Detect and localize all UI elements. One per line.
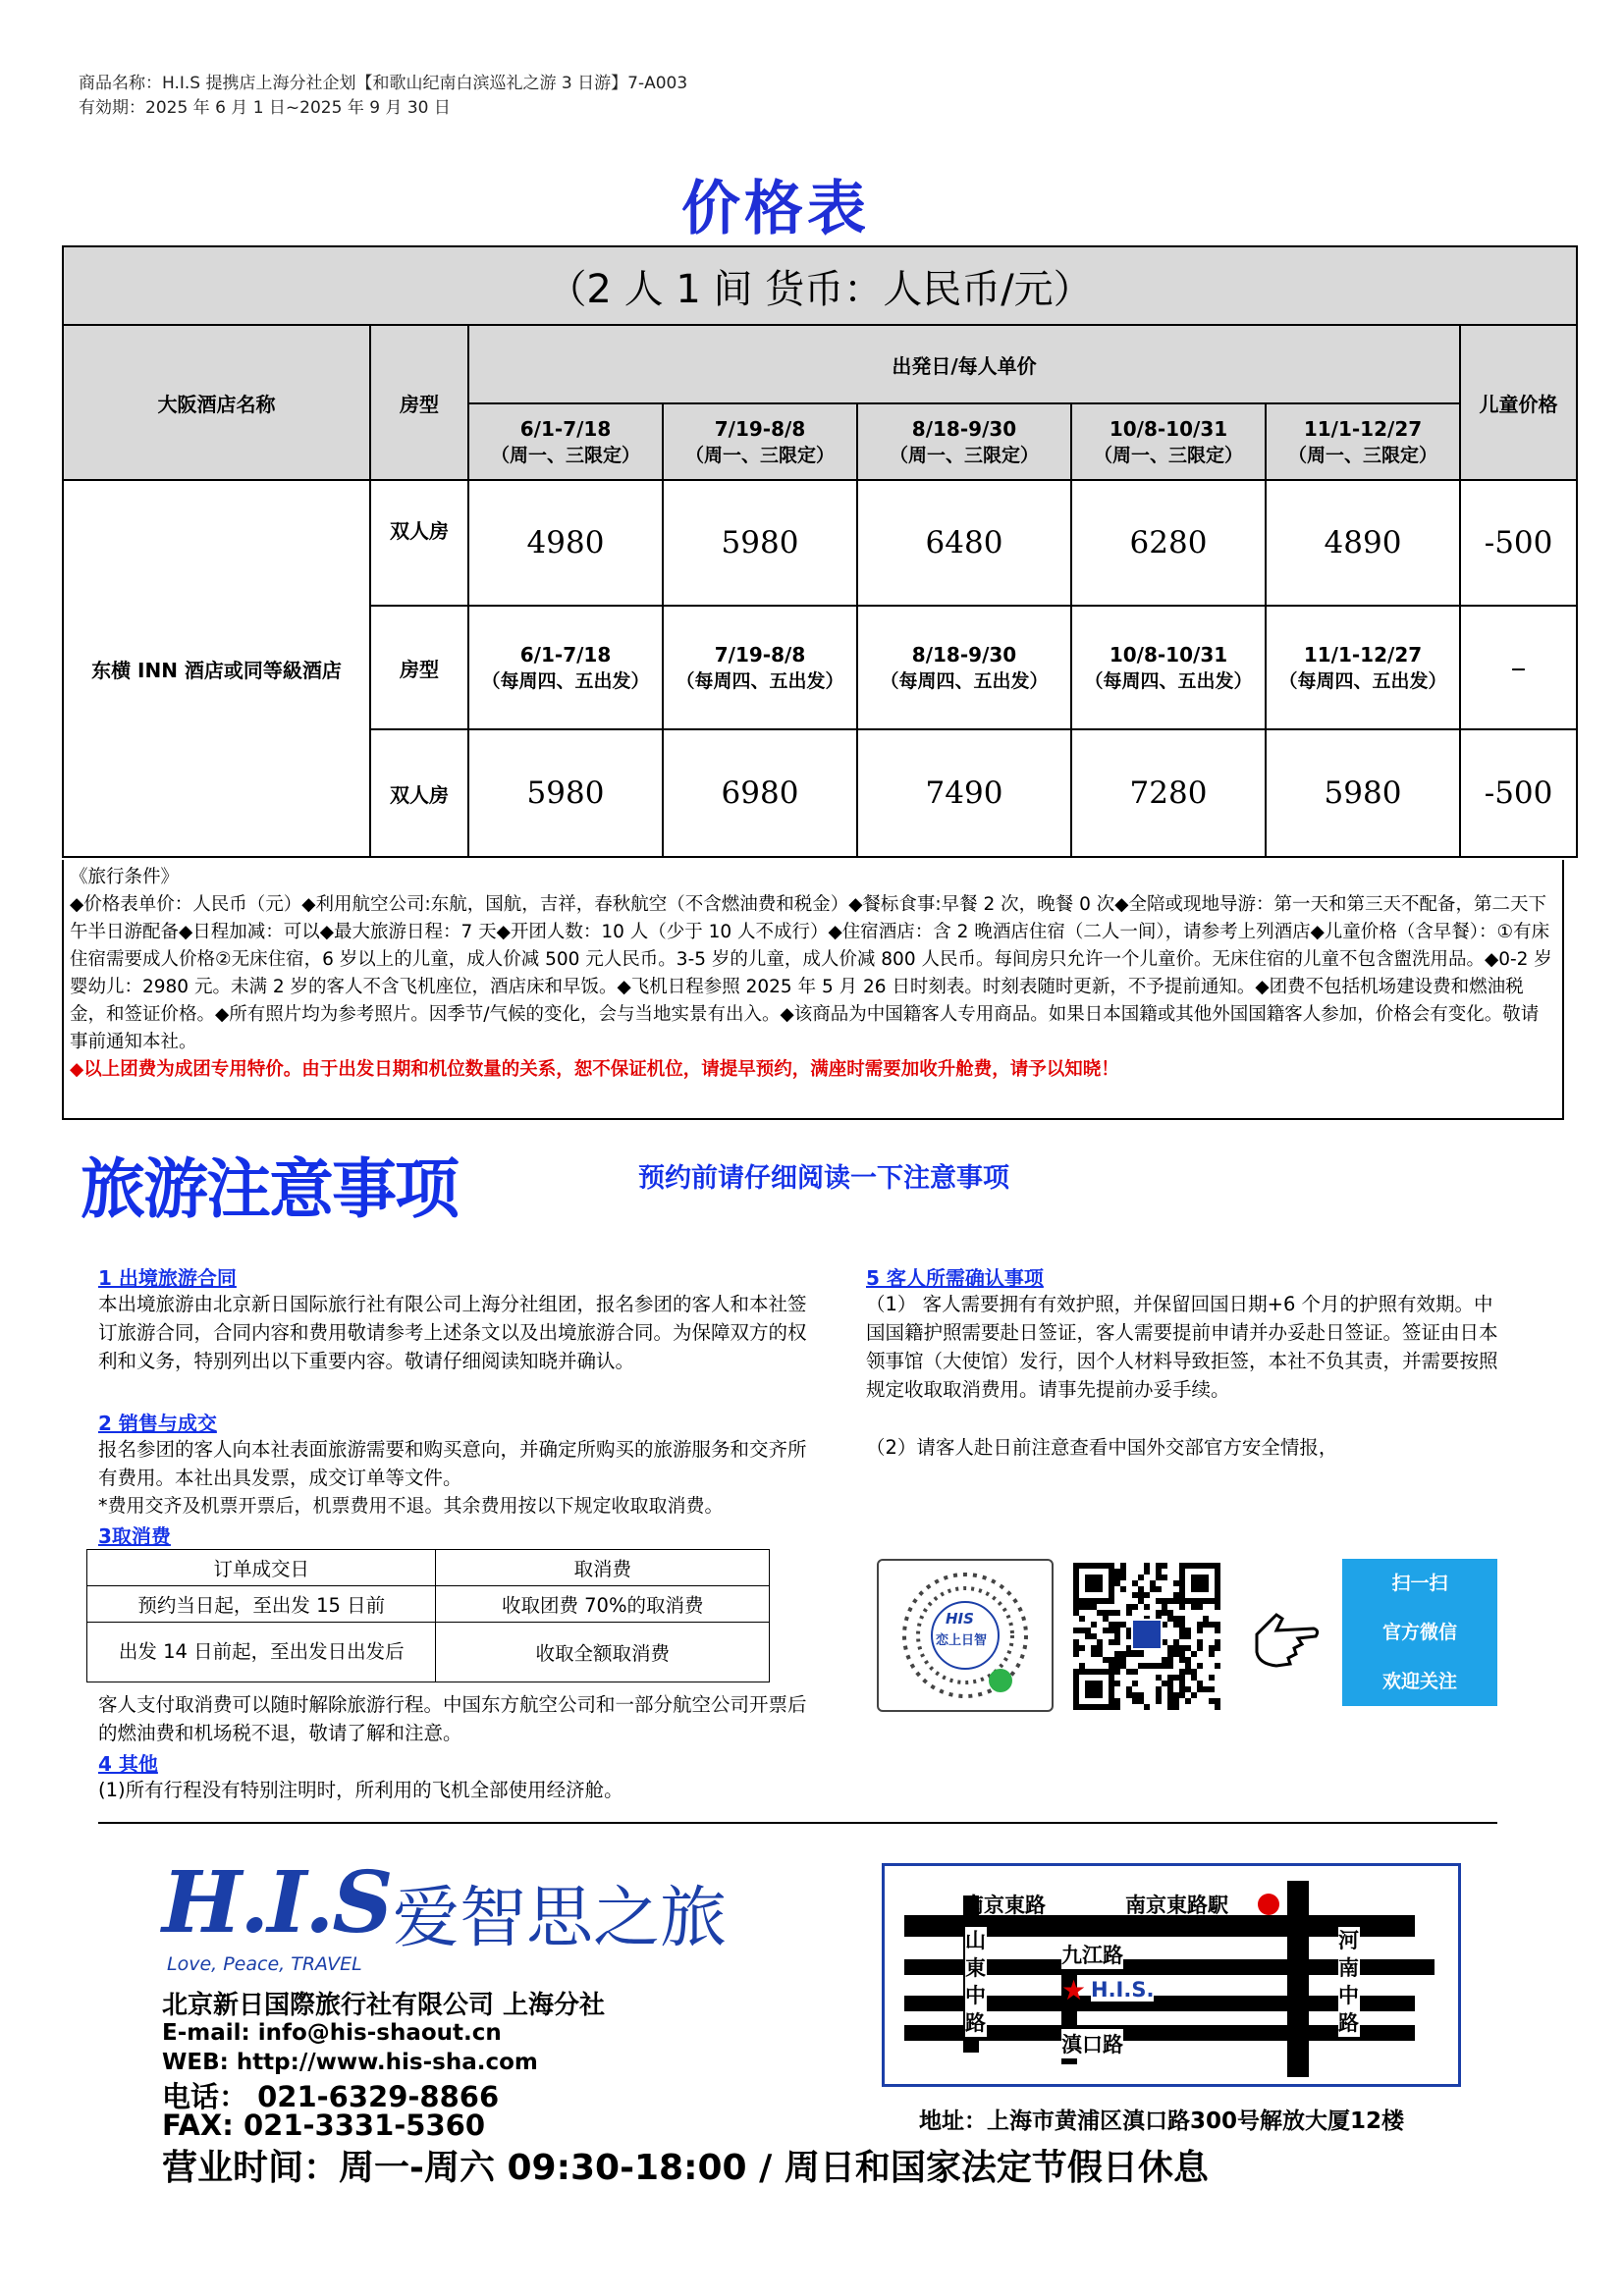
map-label: 南京東路駅: [1125, 1894, 1228, 1917]
wechat-qr-code[interactable]: [1065, 1559, 1228, 1711]
contact-email[interactable]: E-mail: info@his-shaout.cn: [162, 2020, 502, 2046]
period-cell: 6/1-7/18 （每周四、五出发）: [468, 606, 663, 729]
price-cell: 4980: [468, 480, 663, 606]
map-label-vertical: 河南中路: [1338, 1929, 1359, 2035]
price-table-banner: （2 人 1 间 货币：人民币/元）: [63, 246, 1577, 325]
cancel-period: 出发 14 日前起，至出发日出发后: [87, 1623, 436, 1682]
period-header: 7/19-8/8 （周一、三限定）: [663, 403, 857, 480]
map-label: 南京東路: [963, 1894, 1046, 1917]
contact-fax: FAX: 021-3331-5360: [162, 2109, 486, 2142]
qr-code-icon: [1065, 1559, 1228, 1711]
contact-web[interactable]: WEB: http://www.his-sha.com: [162, 2050, 538, 2075]
cancel-fee: 收取团费 70%的取消费: [436, 1586, 770, 1623]
cancel-col-header: 取消费: [436, 1550, 770, 1586]
location-map: [882, 1863, 1461, 2087]
map-label-vertical: 山東中路: [965, 1929, 986, 2035]
period-cell: 10/8-10/31 （每周四、五出发）: [1071, 606, 1266, 729]
conditions-body: ◆价格表单价：人民币（元）◆利用航空公司:东航，国航，吉祥，春秋航空（不含燃油费和税金）◆餐标食事:早餐 2 次，晚餐 0 次◆全陪或现地导游：第一天和第三天不配备，第二天下午半日游配备◆日程加减：可以◆最大旅游日程：7 天◆开团人数：10 人（少于 10 人不成行）◆住宿酒店：含 2 晚酒店住宿（二人一间），请参考上列酒店◆儿童价格（含早餐）：①有床住宿需要成人价格②无床住宿，6 岁以上的儿童，成人价减 500 元人民币。3-5 岁的儿童，成人价减 800 人民币。每间房只允许一个儿童价。无床住宿的儿童不包含盥洗用品。◆0-2 岁婴幼儿：2980 元。未满 2 岁的客人不含飞机座位，酒店床和早饭。◆飞机日程参照 2025 年 5 月 26 日时刻表。时刻表随时更新，不予提前通知。◆团费不包括机场建设费和燃油税金，和签证价格。◆所有照片均为参考照片。因季节/气候的变化，会与当地实景有出入。◆该商品为中国籍客人专用商品。如果日本国籍或其他外国国籍客人参加，价格会有变化。敬请事前通知本社。: [70, 894, 1552, 1052]
map-label: 九江路: [1061, 1940, 1123, 1969]
room-type: 双人房: [370, 729, 468, 857]
map-road: [1287, 1881, 1309, 2077]
period-cell: 8/18-9/30 （每周四、五出发）: [857, 606, 1071, 729]
metro-station-icon: [1258, 1894, 1279, 1915]
price-cell: 6480: [857, 480, 1071, 606]
room-column-header: 房型: [370, 325, 468, 480]
his-logo: H.I.S: [162, 1853, 392, 1952]
section-cancel-heading: 3取消费: [98, 1524, 171, 1548]
price-cell: 4890: [1266, 480, 1460, 606]
business-hours: 营业时间：周一-周六 09:30-18:00 / 周日和国家法定节假日休息: [162, 2148, 1209, 2188]
section-confirm-heading: 5 客人所需确认事项: [866, 1266, 1044, 1290]
child-price-column-header: 儿童价格: [1460, 325, 1577, 480]
section-sales-text: 报名参团的客人向本社表面旅游需要和购买意向，并确定所购买的旅游服务和交齐所有费用。本社出具发票，成交订单等文件。: [98, 1438, 807, 1489]
product-name: 商品名称：H.I.S 提携店上海分社企划【和歌山纪南白滨巡礼之游 3 日游】7-A003: [79, 74, 688, 93]
cancel-col-header: 订单成交日: [87, 1550, 436, 1586]
price-cell: 6980: [663, 729, 857, 857]
validity-period: 有効期：2025 年 6 月 1 日~2025 年 9 月 30 日: [79, 98, 451, 118]
his-logo-chinese: 爱智思之旅: [393, 1880, 728, 1957]
period-header: 11/1-12/27 （周一、三限定）: [1266, 403, 1460, 480]
page-title: 价格表: [681, 175, 870, 243]
price-table: [62, 245, 1578, 858]
section-other-text: (1)所有行程没有特别注明时，所利用的飞机全部使用经济舱。: [98, 1779, 623, 1801]
follow-line: 官方微信: [1381, 1622, 1457, 1643]
section-confirm-text-2: （2）请客人赴日前注意查看中国外交部官方安全情报，: [866, 1436, 1338, 1459]
period-header: 10/8-10/31 （周一、三限定）: [1071, 403, 1266, 480]
cancellation-table: [86, 1549, 770, 1682]
hotel-name: 东横 INN 酒店或同等級酒店: [63, 480, 370, 857]
child-price: -500: [1460, 480, 1577, 606]
notice-subtitle: 预约前请仔细阅读一下注意事项: [638, 1163, 1009, 1194]
period-cell: 11/1-12/27 （每周四、五出发）: [1266, 606, 1460, 729]
cancel-fee: 收取全额取消费: [436, 1623, 770, 1682]
price-cell: 7490: [857, 729, 1071, 857]
hotel-column-header: 大阪酒店名称: [63, 325, 370, 480]
period-header: 8/18-9/30 （周一、三限定）: [857, 403, 1071, 480]
price-cell: 5980: [468, 729, 663, 857]
section-cancel-text: 客人支付取消费可以随时解除旅游行程。中国东方航空公司和一部分航空公司开票后的燃油费和机场税不退，敬请了解和注意。: [98, 1693, 807, 1744]
section-other-heading: 4 其他: [98, 1752, 158, 1776]
office-address: 地址：上海市黄浦区滇口路300号解放大厦12楼: [919, 2109, 1405, 2134]
map-label: 滇口路: [1061, 2029, 1123, 2058]
contact-tel: 电话： 021-6329-8866: [162, 2080, 500, 2113]
period-header: 6/1-7/18 （周一、三限定）: [468, 403, 663, 480]
logo-tagline: Love, Peace, TRAVEL: [167, 1953, 362, 1975]
price-cell: 7280: [1071, 729, 1266, 857]
star-icon: ★: [1061, 1974, 1087, 2006]
child-price: –: [1460, 606, 1577, 729]
travel-conditions: [62, 860, 1564, 1120]
dates-column-header: 出発日/每人单价: [468, 325, 1460, 403]
conditions-heading: 《旅行条件》: [70, 867, 180, 887]
cancel-period: 预约当日起，至出发 15 日前: [87, 1586, 436, 1623]
map-his-label: H.I.S.: [1091, 1978, 1155, 2002]
price-cell: 5980: [663, 480, 857, 606]
section-sales-note: *费用交齐及机票开票后，机票费用不退。其余费用按以下规定收取取消费。: [98, 1495, 724, 1517]
section-confirm-text-1: （1） 客人需要拥有有效护照，并保留回国日期+6 个月的护照有效期。中国国籍护照需要赴日签证，客人需要提前申请并办妥赴日签证。签证由日本领事馆（大使馆）发行，因个人材料导致拒签，本社不负其责，并需要按照规定收取取消费用。请事先提前办妥手续。: [866, 1293, 1498, 1401]
period-cell: 7/19-8/8 （每周四、五出发）: [663, 606, 857, 729]
child-price: -500: [1460, 729, 1577, 857]
notice-title: 旅游注意事项: [81, 1151, 458, 1227]
follow-wechat-box: [1342, 1559, 1497, 1706]
price-cell: 5980: [1266, 729, 1460, 857]
mini-program-code[interactable]: HIS 恋上日智: [877, 1559, 1054, 1712]
section-contract-heading: 1 出境旅游合同: [98, 1266, 237, 1290]
follow-line: 欢迎关注: [1381, 1671, 1457, 1692]
conditions-warning: ◆以上团费为成团专用特价。由于出发日期和机位数量的关系，恕不保证机位，请提早预约，满座时需要加收升舱费，请予以知晓！: [70, 1059, 1119, 1080]
price-cell: 6280: [1071, 480, 1266, 606]
follow-line: 扫一扫: [1391, 1573, 1448, 1594]
room-type: 双人房: [370, 480, 468, 606]
section-contract-text: 本出境旅游由北京新日国际旅行社有限公司上海分社组团，报名参团的客人和本社签订旅游合同，合同内容和费用敬请参考上述条文以及出境旅游合同。为保障双方的权利和义务，特别列出以下重要内容。敬请仔细阅读知晓并确认。: [98, 1293, 807, 1372]
company-name: 北京新日国際旅行社有限公司 上海分社: [162, 1991, 606, 2020]
room-type: 房型: [370, 606, 468, 729]
section-sales-heading: 2 销售与成交: [98, 1412, 217, 1435]
section-divider: [98, 1822, 1497, 1824]
thumb-pointing-icon: [1247, 1595, 1324, 1680]
